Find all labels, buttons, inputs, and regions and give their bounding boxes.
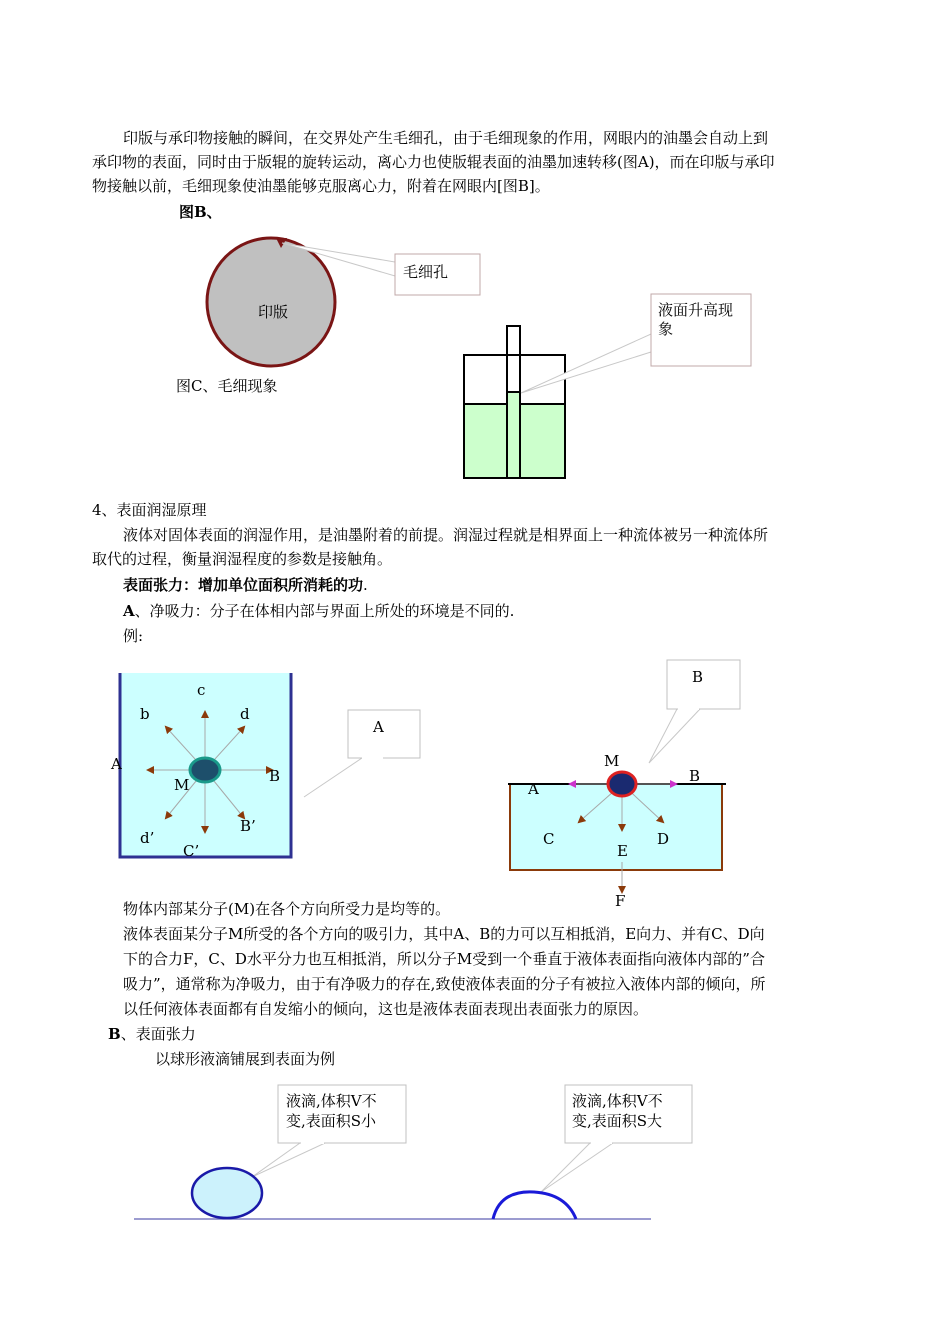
capillary-callout-text: 毛细孔 — [403, 263, 449, 281]
net-text: 、净吸力：分子在体相内部与界面上所处的环境是不同的. — [134, 602, 515, 620]
para1-line3: 物接触以前，毛细现象使油墨能够克服离心力，附着在网眼内[图B]。 — [92, 177, 550, 195]
inner-label-d-prime: d’ — [140, 829, 155, 847]
section4-p1-line1: 液体对固体表面的润湿作用，是油墨附着的前提。润湿过程就是相界面上一种流体被另一种流体所 — [123, 526, 769, 544]
drop-left-text-1: 液滴,体积V不 — [286, 1092, 377, 1110]
sectionB-sub: 以球形液滴铺展到表面为例 — [155, 1050, 336, 1068]
explain-line1: 物体内部某分子(M)在各个方向所受力是均等的。 — [123, 900, 451, 918]
rise-callout-text-1: 液面升高现 — [658, 301, 734, 319]
net-label: A — [123, 602, 135, 620]
explain-line4: 吸力”，通常称为净吸力，由于有净吸力的存在,致使液体表面的分子有被拉入液体内部的倾向，所 — [123, 975, 766, 993]
drop-left-callout-pointer — [252, 1143, 325, 1177]
rise-callout-text-2: 象 — [658, 320, 674, 338]
callout-b-text: B — [692, 668, 704, 686]
surface-label-e: E — [617, 842, 628, 860]
sectionB-label: B — [108, 1025, 121, 1043]
inner-label-b-prime: B’ — [240, 817, 256, 835]
surface-label-d: D — [657, 830, 670, 848]
fig-c-caption: 图C、毛细现象 — [176, 377, 278, 395]
spread-droplet — [493, 1192, 576, 1219]
explain-line5: 以任何液体表面都有自发缩小的倾向，这也是液体表面表现出表面张力的原因。 — [123, 1000, 649, 1018]
inner-label-bb: B — [269, 767, 281, 785]
inner-label-c: c — [197, 681, 206, 699]
surface-label-f: F — [615, 892, 626, 910]
inner-label-c-prime: C’ — [183, 842, 200, 860]
para1-line1: 印版与承印物接触的瞬间，在交界处产生毛细孔，由于毛细现象的作用，网眼内的油墨会自动上到 — [123, 129, 769, 147]
example-label: 例: — [123, 627, 144, 645]
inner-label-a: A — [111, 755, 122, 773]
surface-label-b: B — [689, 767, 701, 785]
sectionB-heading-text: 、表面张力 — [120, 1025, 196, 1043]
inner-label-m: M — [174, 776, 190, 794]
section4-heading: 4、表面润湿原理 — [92, 501, 207, 519]
explain-line2: 液体表面某分子M所受的各个方向的吸引力，其中A、B的力可以互相抵消，E向力、并有C、D向 — [123, 925, 765, 943]
surface-label-c: C — [543, 830, 555, 848]
para1-line2: 承印物的表面，同时由于版辊的旋转运动，离心力也使版辊表面的油墨加速转移(图A)，而在印版与承印 — [92, 153, 775, 171]
plate-label: 印版 — [258, 303, 289, 321]
surface-label-m: M — [604, 752, 620, 770]
surface-label-a: A — [528, 780, 539, 798]
inner-label-b: b — [140, 705, 150, 723]
drop-right-text-1: 液滴,体积V不 — [572, 1092, 663, 1110]
tension-bold: 表面张力：增加单位面积所消耗的功 — [123, 576, 364, 594]
drop-right-callout-pointer — [541, 1143, 613, 1192]
section4-p1-line2: 取代的过程，衡量润湿程度的参数是接触角。 — [92, 550, 393, 568]
inner-label-d: d — [240, 705, 250, 723]
spherical-droplet — [192, 1168, 262, 1218]
callout-a-text: A — [373, 718, 384, 736]
explain-line3: 下的合力F，C、D水平分力也互相抵消，所以分子M受到一个垂直于液体表面指向液体内部的”合 — [123, 950, 765, 968]
fig-b-caption: 图B、 — [179, 203, 222, 221]
tension-end: . — [363, 576, 368, 594]
drop-left-text-2: 变,表面积S小 — [286, 1112, 377, 1130]
drop-right-text-2: 变,表面积S大 — [572, 1112, 663, 1130]
